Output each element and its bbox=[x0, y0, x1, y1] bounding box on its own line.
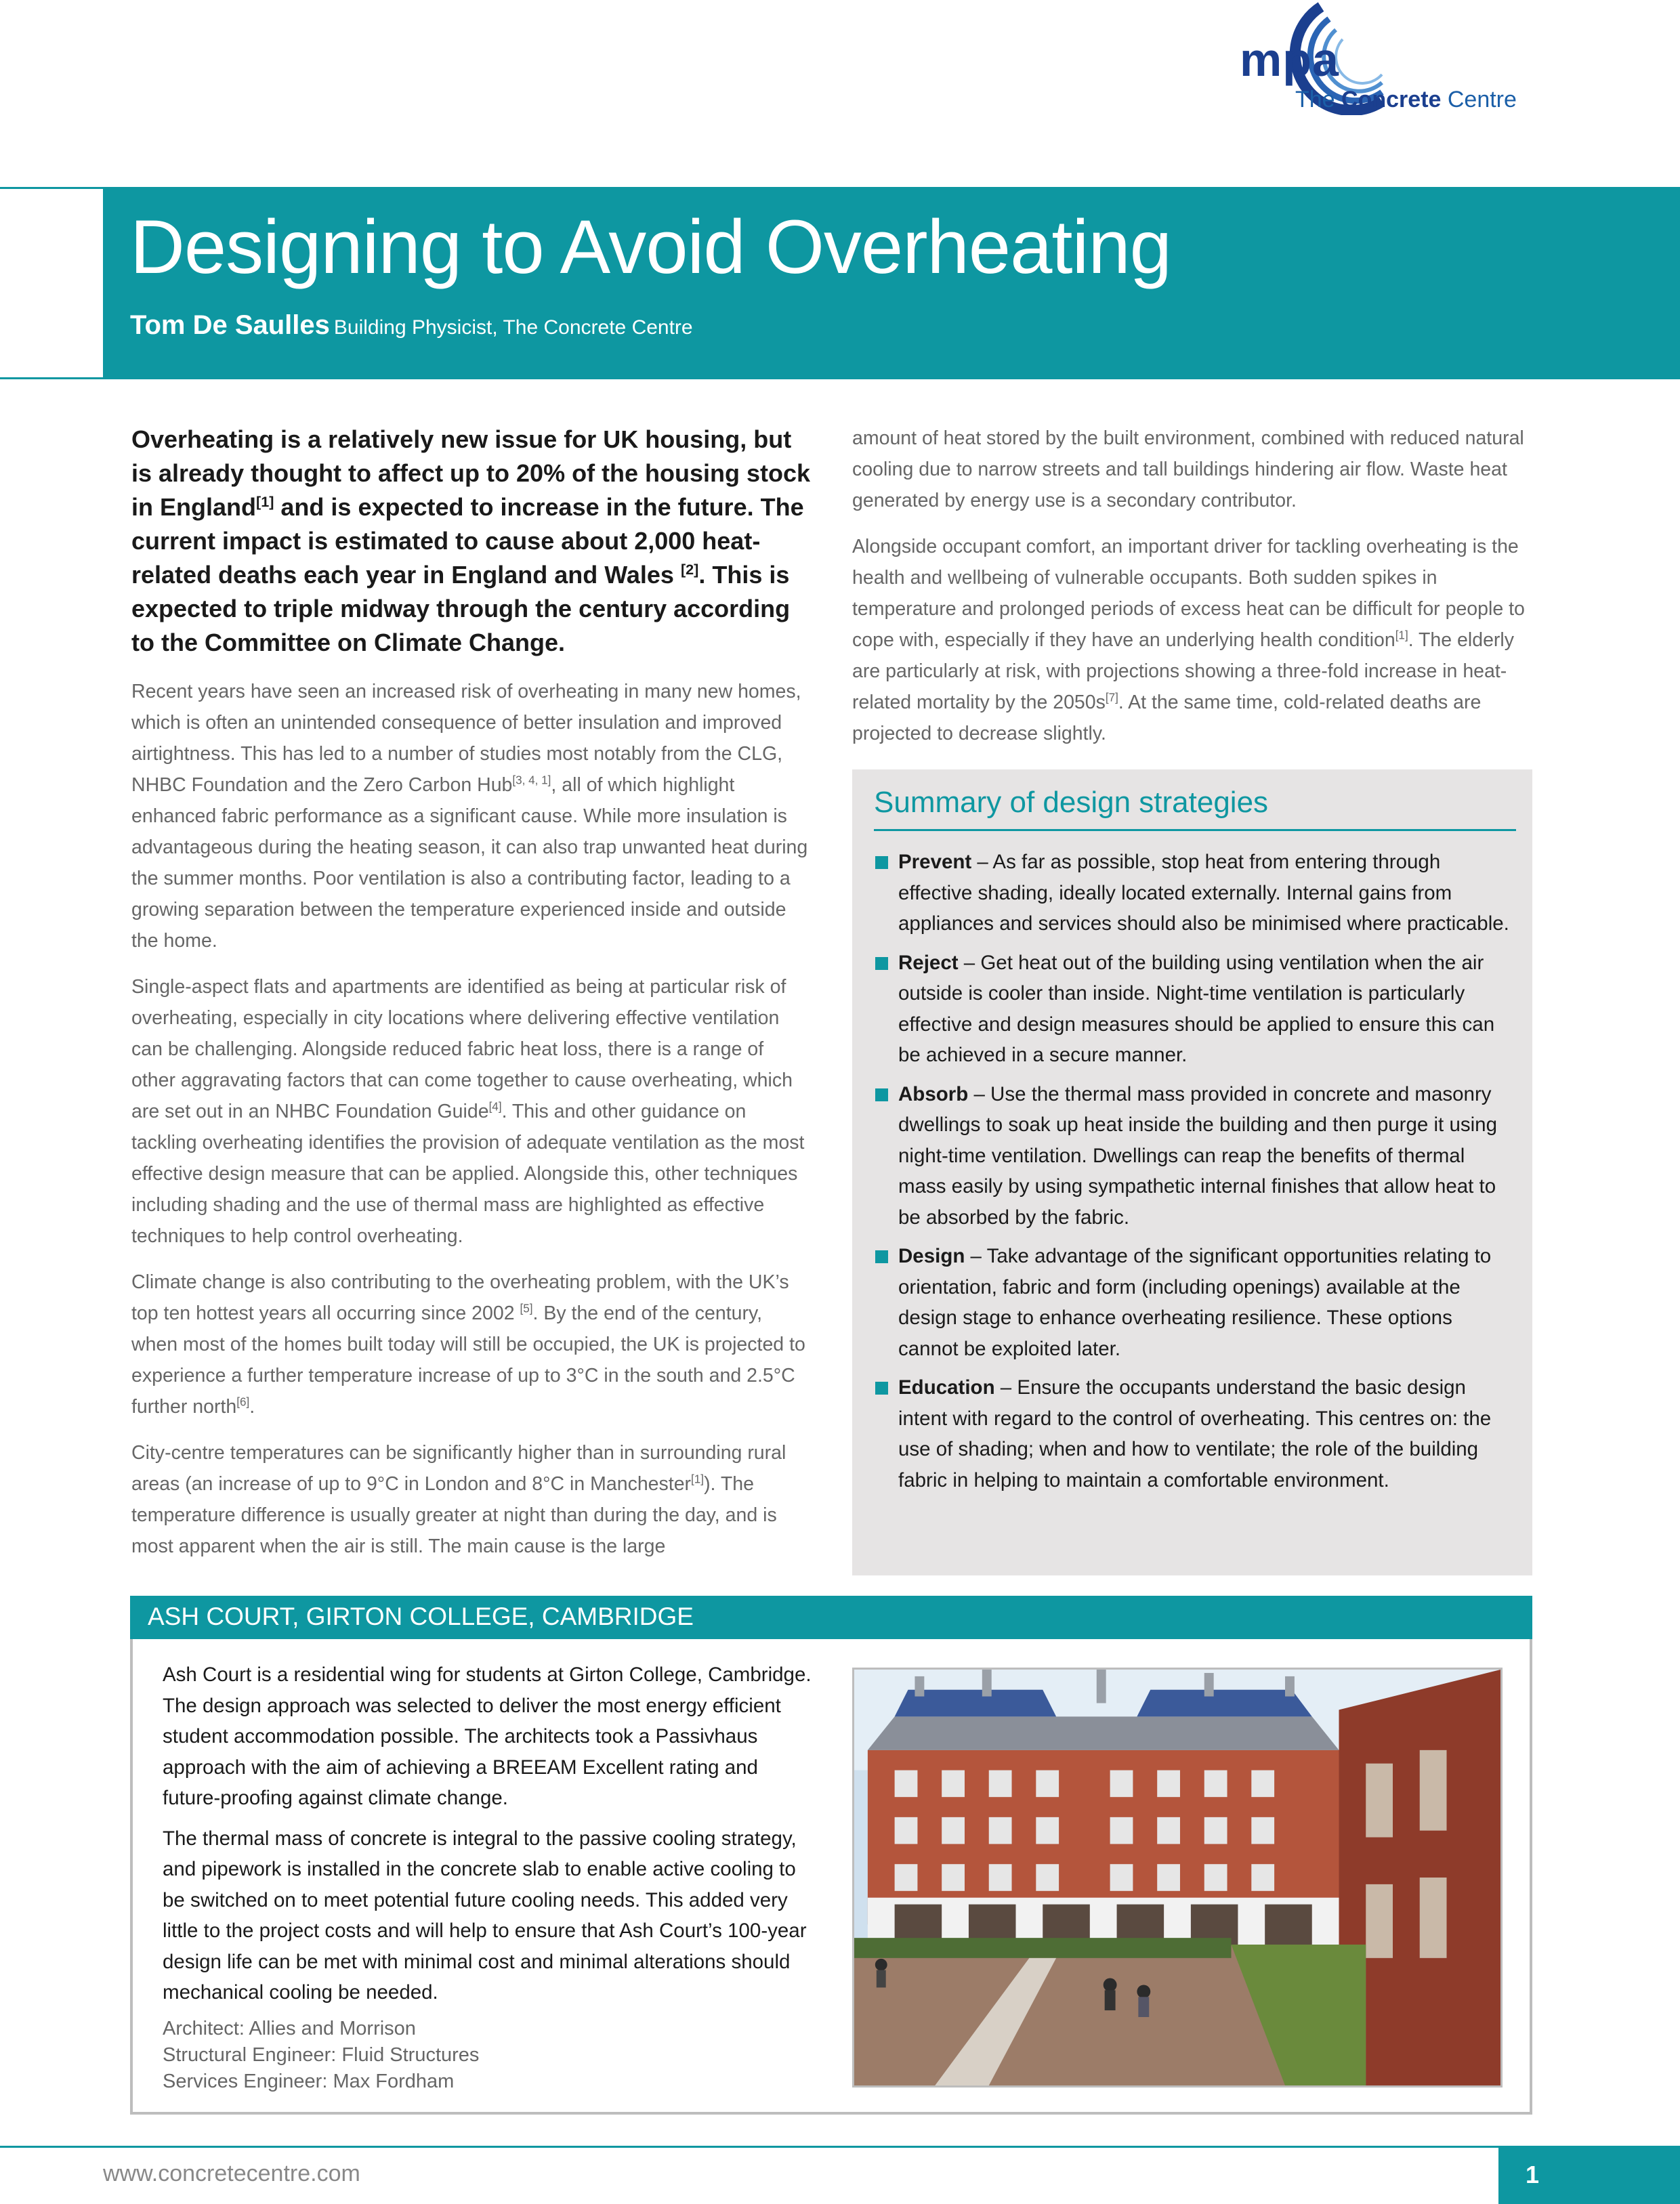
body-paragraph: Recent years have seen an increased risk of overheating in many new homes, which is often an unintended consequence of better insulation and improved airtightness. This has led to a number of studies most notably from the CLG, NHBC Foundation and the Zero Carbon Hub[3, 4, 1], all of which highlight enhanced fabric performance as a significant cause. While more insulation is advantageous during the heating season, it can also trap unwanted heat during the summer months. Poor ventilation is also a contributing factor, leading to a growing separation between the temperature experienced inside and outside the home. bbox=[131, 681, 808, 952]
square-bullet-icon bbox=[875, 1088, 888, 1101]
case-study-text bbox=[163, 1659, 813, 2018]
credit-structural: Structural Engineer: Fluid Structures bbox=[163, 2044, 480, 2066]
title-rule-bottom bbox=[0, 377, 103, 379]
summary-rule bbox=[874, 829, 1516, 831]
square-bullet-icon bbox=[875, 1250, 888, 1263]
left-column bbox=[131, 423, 813, 1577]
list-item: Design – Take advantage of the significant opportunities relating to orientation, fabric and form (including openings) available at the design stage to enhance overheating resilience. These options cannot be exploited later. bbox=[874, 1241, 1517, 1364]
body-paragraph: City-centre temperatures can be significantly higher than in surrounding rural areas (an increase of up to 9°C in London and 8°C in Manchester[1]). The temperature difference is usually greater at night than during the day, and is most apparent when the air is still. The main cause is the large bbox=[131, 1442, 786, 1557]
credit-architect: Architect: Allies and Morrison bbox=[163, 2018, 416, 2039]
title-rule-top bbox=[0, 187, 103, 189]
body-paragraph: Single-aspect flats and apartments are identified as being at particular risk of overheating, especially in city locations where delivering effective ventilation can be challenging. Alongside reduced fabric heat loss, there is a range of other aggravating factors that can come together to cause overheating, which are set out in an NHBC Foundation Guide[4]. This and other guidance on tackling overheating identifies the provision of adequate ventilation as the most effective design measure that can be applied. Alongside this, other techniques including shading and the use of thermal mass are highlighted as effective techniques to help control overheating. bbox=[131, 976, 805, 1247]
list-item: Prevent – As far as possible, stop heat from entering through effective shading, ideally located externally. Internal gains from appliances and services should also be minimised where practicable. bbox=[874, 847, 1517, 939]
footer-rule bbox=[0, 2146, 1680, 2148]
case-study-title: ASH COURT, GIRTON COLLEGE, CAMBRIDGE bbox=[148, 1603, 694, 1630]
list-item: Education – Ensure the occupants understand the basic design intent with regard to the control of overheating. This centres on: the use of shading; when and how to ventilate; the role of the building fabric in helping to maintain a comfortable environment. bbox=[874, 1372, 1517, 1496]
summary-title: Summary of design strategies bbox=[874, 786, 1269, 819]
credit-services: Services Engineer: Max Fordham bbox=[163, 2071, 455, 2092]
author-line bbox=[130, 310, 693, 341]
list-item: Reject – Get heat out of the building using ventilation when the air outside is cooler than inside. Night-time ventilation is particularly effective and design measures should be applied to ensure this can be achieved in a secure manner. bbox=[874, 948, 1517, 1071]
credits bbox=[163, 2016, 813, 2095]
author-role: Building Physicist, The Concrete Centre bbox=[333, 316, 693, 339]
square-bullet-icon bbox=[875, 1382, 888, 1395]
list-item: Absorb – Use the thermal mass provided in concrete and masonry dwellings to soak up heat inside the building and then purge it using night-time ventilation. Dwellings can reap the benefits of thermal mass easily by using sympathetic internal finishes that allow heat to be absorbed by the fabric. bbox=[874, 1079, 1517, 1233]
square-bullet-icon bbox=[875, 957, 888, 970]
author-name: Tom De Saulles bbox=[130, 310, 330, 340]
body-paragraph: amount of heat stored by the built environment, combined with reduced natural cooling due to narrow streets and tall buildings hindering air flow. Waste heat generated by energy use is a secondary contributor. bbox=[852, 427, 1524, 511]
lead-paragraph: Overheating is a relatively new issue for UK housing, but is already thought to affect up to 20% of the housing stock in England[1] and is expected to increase in the future. The current impact is estimated to cause about 2,000 heat-related deaths each year in England and Wales [2]. This is expected to triple midway through the century according to the Committee on Climate Change. bbox=[131, 425, 811, 656]
right-column bbox=[852, 423, 1530, 764]
page-title: Designing to Avoid Overheating bbox=[130, 205, 1171, 289]
page-number: 1 bbox=[1525, 2161, 1540, 2188]
square-bullet-icon bbox=[875, 856, 888, 869]
strategy-list bbox=[874, 847, 1517, 1504]
logo-tagline: The Concrete Centre bbox=[1295, 87, 1517, 112]
case-paragraph: Ash Court is a residential wing for students at Girton College, Cambridge. The design approach was selected to deliver the most energy efficient student accommodation possible. The architects took a Passivhaus approach with the aim of achieving a BREEAM Excellent rating and future-proofing against climate change. bbox=[163, 1663, 812, 1809]
case-paragraph: The thermal mass of concrete is integral to the passive cooling strategy, and pipework is installed in the concrete slab to enable active cooling to be switched on to meet potential future cooling needs. This added very little to the project costs and will help to ensure that Ash Court’s 100-year design life can be met with minimal cost and minimal alterations should mechanical cooling be needed. bbox=[163, 1827, 807, 2004]
footer-url[interactable]: www.concretecentre.com bbox=[103, 2161, 360, 2186]
logo-wordmark: mpa bbox=[1240, 33, 1339, 86]
ash-court-photo bbox=[852, 1668, 1503, 2088]
body-paragraph: Alongside occupant comfort, an important driver for tackling overheating is the health and wellbeing of vulnerable occupants. Both sudden spikes in temperature and prolonged periods of excess heat can be difficult for people to cope with, especially if they have an underlying health condition[1]. The elderly are particularly at risk, with projections showing a three-fold increase in heat-related mortality by the 2050s[7]. At the same time, cold-related deaths are projected to decrease slightly. bbox=[852, 536, 1525, 744]
body-paragraph: Climate change is also contributing to the overheating problem, with the UK’s top ten hottest years all occurring since 2002 [5]. By the end of the century, when most of the homes built today will still be occupied, the UK is projected to experience a further temperature increase of up to 3°C in the south and 2.5°C further north[6]. bbox=[131, 1271, 805, 1418]
